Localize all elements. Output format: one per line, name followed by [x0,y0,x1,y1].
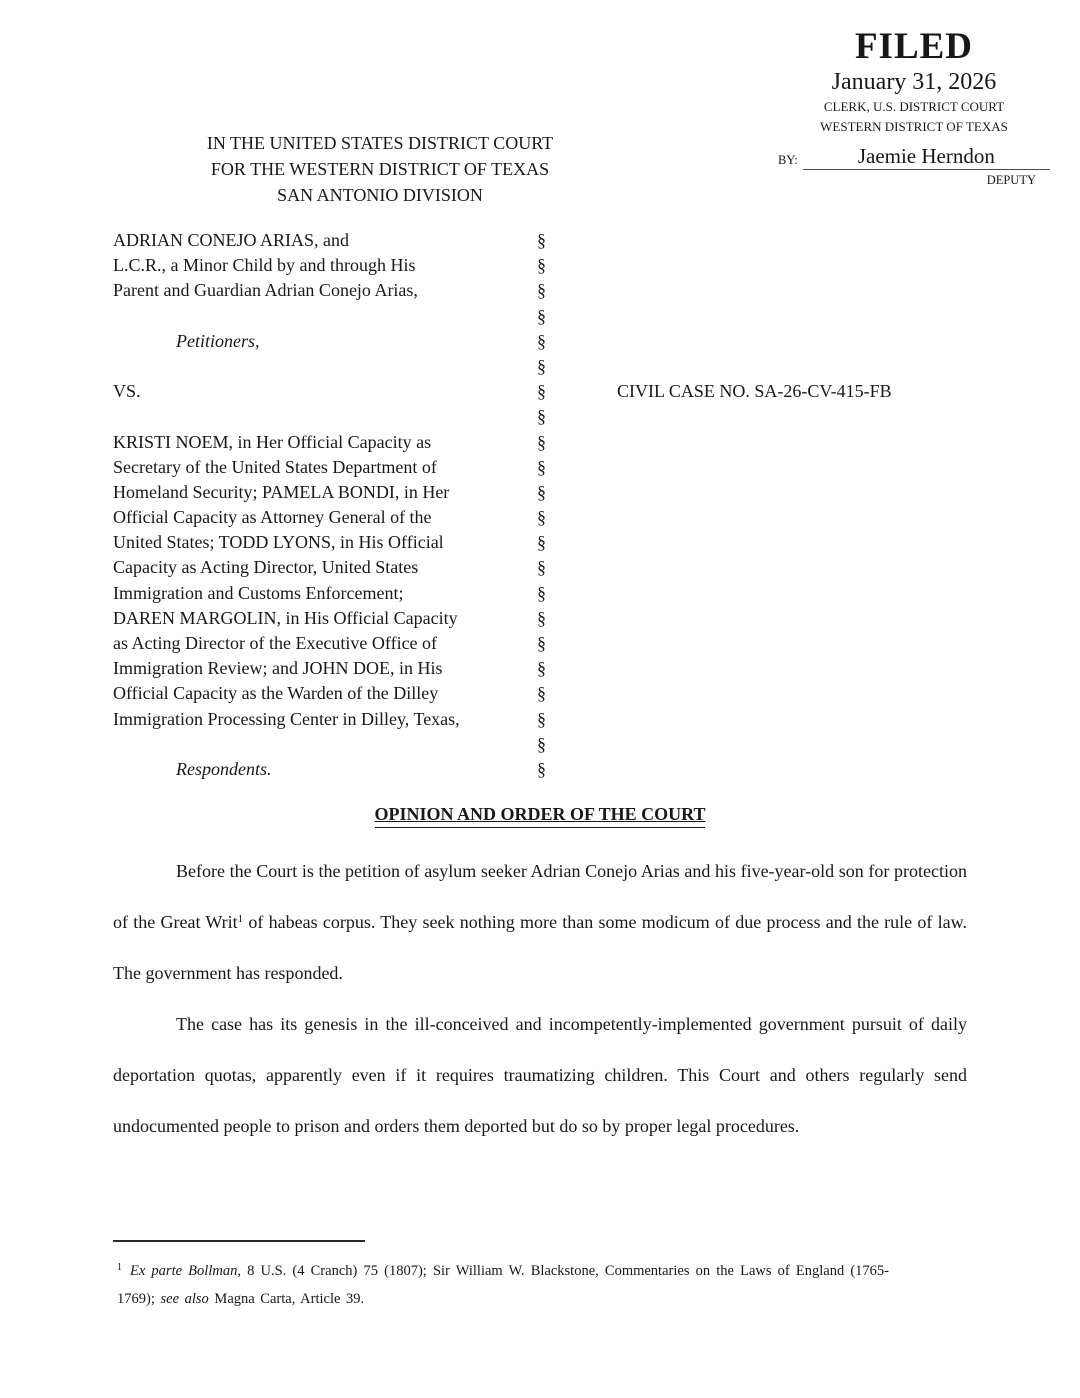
party-text: Secretary of the United States Department of [113,456,437,477]
court-title [0,130,760,208]
caption-row [113,230,967,255]
court-title-line-2: FOR THE WESTERN DISTRICT OF TEXAS [210,159,550,179]
section-symbol: § [537,431,546,452]
paragraph-1-text: Before the Court is the petition of asylum seeker Adrian Conejo Arias and his five-year-old son for protection of the Great Writ [113,861,967,932]
caption-row [113,432,967,457]
caption-row [113,759,967,784]
caption-row [113,482,967,507]
caption-row [113,734,967,759]
filed-date: January 31, 2026 [831,69,997,95]
caption-row [113,608,967,633]
caption-row [113,507,967,532]
party-text: Immigration and Customs Enforcement; [113,582,404,603]
caption-row [113,709,967,734]
section-symbol: § [537,607,546,628]
caption-row [113,356,967,381]
party-text: Immigration Processing Center in Dilley, Texas, [113,708,460,729]
opinion-heading-text: OPINION AND ORDER OF THE COURT [375,804,706,828]
opinion-paragraph-1 [113,846,967,999]
paragraph-1-continued: of habeas corpus. They seek nothing more than some modicum of due process and the rule of law. The government has responded. [113,912,967,983]
clerk-line: CLERK, U.S. DISTRICT COURT [823,99,1005,114]
respondents-label: Respondents. [176,758,272,779]
section-symbol: § [537,633,546,653]
section-symbol: § [537,330,546,351]
section-symbol: § [537,582,546,603]
section-symbol: § [537,305,546,326]
section-symbol: § [537,557,546,578]
caption-row [113,457,967,482]
party-text: Homeland Security; PAMELA BONDI, in Her [113,481,450,502]
section-symbol: § [537,456,546,477]
section-symbol: § [537,733,546,754]
footnote-see-also: see also [160,1290,209,1307]
party-text: Official Capacity as Attorney General of the [113,507,432,528]
footnote-reference: 1 [237,913,244,925]
caption-row [113,381,967,406]
caption-row [113,658,967,683]
party-text: United States; TODD LYONS, in His Official [113,532,444,553]
opinion-body [113,846,967,1152]
section-symbol: § [537,255,546,276]
party-text: as Acting Director of the Executive Office of [113,633,438,653]
party-text: ADRIAN CONEJO ARIAS, and [113,230,350,250]
opinion-paragraph-2: The case has its genesis in the ill-conceived and incompetently-implemented government pursuit of daily deportation quotas, apparently even if it requires traumatizing children. This Court and others regularly send undocumented people to prison and orders them deported but do so by proper legal procedures. [113,1014,967,1136]
party-text: L.C.R., a Minor Child by and through His [113,255,416,276]
section-symbol: § [537,507,546,528]
petitioners-label: Petitioners, [176,330,260,351]
caption-row [113,306,967,331]
caption-row [113,331,967,356]
party-text: Official Capacity as the Warden of the Dilley [113,683,439,704]
case-number: CIVIL CASE NO. SA-26-CV-415-FB [617,381,892,402]
deputy-signature: Jaemie Herndon [803,144,1050,170]
caption-row [113,557,967,582]
district-line: WESTERN DISTRICT OF TEXAS [820,118,1008,134]
caption-row [113,255,967,280]
party-text: DAREN MARGOLIN, in His Official Capacity [113,607,458,628]
party-text: Parent and Guardian Adrian Conejo Arias, [113,280,418,301]
vs-label: VS. [113,381,141,402]
footnote-citation-end: Magna Carta, Article 39. [208,1290,365,1307]
filed-label: FILED [854,26,974,67]
footnote-marker: 1 [117,1262,122,1273]
filed-stamp [778,28,1050,188]
section-symbol: § [537,280,546,301]
court-title-line-1: IN THE UNITED STATES DISTRICT COURT [206,133,554,153]
case-caption [113,230,967,784]
footnote-citation-text: , 8 U.S. (4 Cranch) 75 (1807); Sir William W. Blackstone, Commentaries on the Laws of England (1765-1769); [117,1263,889,1307]
section-symbol: § [537,481,546,502]
section-symbol: § [537,381,546,402]
caption-row [113,280,967,305]
caption-row [113,532,967,557]
footnote [117,1258,889,1313]
section-symbol: § [537,683,546,704]
deputy-label: DEPUTY [986,173,1036,187]
party-text: KRISTI NOEM, in Her Official Capacity as [113,431,432,452]
by-row [778,144,1050,170]
caption-row [113,406,967,431]
section-symbol: § [537,758,546,779]
party-text: Capacity as Acting Director, United States [113,557,419,578]
by-label: BY: [778,153,798,167]
section-symbol: § [537,355,546,376]
footnote-case-cite: Ex parte Bollman [130,1263,238,1279]
section-symbol: § [537,532,546,553]
caption-row [113,683,967,708]
section-symbol: § [537,708,546,729]
court-title-line-3: SAN ANTONIO DIVISION [277,185,483,205]
caption-row [113,633,967,658]
section-symbol: § [537,406,546,427]
party-text: Immigration Review; and JOHN DOE, in His [113,658,443,679]
caption-row [113,583,967,608]
section-symbol: § [537,230,546,250]
opinion-heading [113,804,967,828]
section-symbol: § [537,658,546,679]
footnote-separator [113,1240,365,1242]
